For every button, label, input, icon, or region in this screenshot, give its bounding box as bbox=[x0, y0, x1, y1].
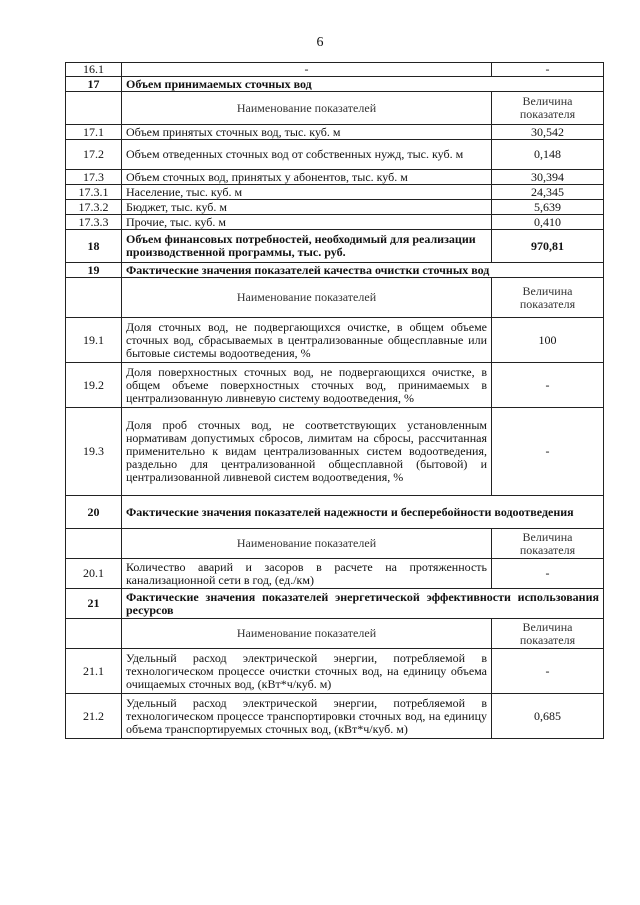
section-number: 21 bbox=[66, 589, 122, 619]
row-value: - bbox=[492, 63, 604, 77]
empty-cell bbox=[66, 278, 122, 318]
header-row bbox=[66, 619, 604, 649]
header-row bbox=[66, 278, 604, 318]
section-row bbox=[66, 589, 604, 619]
header-row bbox=[66, 529, 604, 559]
row-value: 5,639 bbox=[492, 200, 604, 215]
table-row bbox=[66, 125, 604, 140]
row-value: 970,81 bbox=[492, 230, 604, 263]
row-text: Объем принятых сточных вод, тыс. куб. м bbox=[122, 125, 492, 140]
table-row bbox=[66, 63, 604, 77]
row-number: 17.3 bbox=[66, 170, 122, 185]
row-value: 0,410 bbox=[492, 215, 604, 230]
row-value: - bbox=[492, 408, 604, 496]
table-row bbox=[66, 215, 604, 230]
indicators-table bbox=[65, 62, 604, 739]
section-row bbox=[66, 263, 604, 278]
section-row bbox=[66, 496, 604, 529]
row-text: Объем финансовых потребностей, необходимый для реализации производственной программы, тыс. руб. bbox=[122, 230, 492, 263]
row-number: 21.2 bbox=[66, 694, 122, 739]
row-number: 19.1 bbox=[66, 318, 122, 363]
table-row bbox=[66, 170, 604, 185]
section-title: Фактические значения показателей качества очистки сточных вод bbox=[122, 263, 604, 278]
table-row bbox=[66, 230, 604, 263]
row-text: Население, тыс. куб. м bbox=[122, 185, 492, 200]
row-text: Удельный расход электрической энергии, потребляемой в технологическом процессе транспортировки сточных вод, на единицу объема транспортируемых сточных вод, (кВт*ч/куб. м) bbox=[122, 694, 492, 739]
table-row bbox=[66, 363, 604, 408]
table-row bbox=[66, 200, 604, 215]
row-text: Количество аварий и засоров в расчете на протяженность канализационной сети в год, (ед./км) bbox=[122, 559, 492, 589]
row-number: 19.2 bbox=[66, 363, 122, 408]
section-title: Фактические значения показателей надежности и бесперебойности водоотведения bbox=[122, 496, 604, 529]
row-text: Бюджет, тыс. куб. м bbox=[122, 200, 492, 215]
section-title: Объем принимаемых сточных вод bbox=[122, 77, 604, 92]
section-number: 19 bbox=[66, 263, 122, 278]
row-text: Объем отведенных сточных вод от собственных нужд, тыс. куб. м bbox=[122, 140, 492, 170]
row-number: 17.3.3 bbox=[66, 215, 122, 230]
row-text: Доля поверхностных сточных вод, не подвергающихся очистке, в общем объеме поверхностных сточных вод, принимаемых в централизованную ливневую систему водоотведения, % bbox=[122, 363, 492, 408]
table-row bbox=[66, 140, 604, 170]
row-number: 18 bbox=[66, 230, 122, 263]
section-number: 17 bbox=[66, 77, 122, 92]
header-name: Наименование показателей bbox=[122, 92, 492, 125]
row-text: Прочие, тыс. куб. м bbox=[122, 215, 492, 230]
empty-cell bbox=[66, 92, 122, 125]
header-name: Наименование показателей bbox=[122, 619, 492, 649]
table-row bbox=[66, 318, 604, 363]
row-number: 17.3.2 bbox=[66, 200, 122, 215]
row-text: - bbox=[122, 63, 492, 77]
header-value: Величина показателя bbox=[492, 278, 604, 318]
row-value: 100 bbox=[492, 318, 604, 363]
section-title: Фактические значения показателей энергетической эффективности использования ресурсов bbox=[122, 589, 604, 619]
row-number: 20.1 bbox=[66, 559, 122, 589]
header-name: Наименование показателей bbox=[122, 529, 492, 559]
table-row bbox=[66, 649, 604, 694]
row-number: 17.1 bbox=[66, 125, 122, 140]
row-text: Доля сточных вод, не подвергающихся очистке, в общем объеме сточных вод, сбрасываемых в централизованные общесплавные или бытовые системы водоотведения, % bbox=[122, 318, 492, 363]
header-value: Величина показателя bbox=[492, 92, 604, 125]
row-number: 19.3 bbox=[66, 408, 122, 496]
table-row bbox=[66, 408, 604, 496]
empty-cell bbox=[66, 619, 122, 649]
header-value: Величина показателя bbox=[492, 529, 604, 559]
header-value: Величина показателя bbox=[492, 619, 604, 649]
row-number: 21.1 bbox=[66, 649, 122, 694]
row-value: - bbox=[492, 649, 604, 694]
section-row bbox=[66, 77, 604, 92]
section-number: 20 bbox=[66, 496, 122, 529]
table-row bbox=[66, 185, 604, 200]
row-text: Объем сточных вод, принятых у абонентов, тыс. куб. м bbox=[122, 170, 492, 185]
empty-cell bbox=[66, 529, 122, 559]
header-name: Наименование показателей bbox=[122, 278, 492, 318]
row-value: - bbox=[492, 363, 604, 408]
table-row bbox=[66, 694, 604, 739]
row-value: 0,685 bbox=[492, 694, 604, 739]
header-row bbox=[66, 92, 604, 125]
table-row bbox=[66, 559, 604, 589]
row-value: 24,345 bbox=[492, 185, 604, 200]
row-value: 30,542 bbox=[492, 125, 604, 140]
row-value: 0,148 bbox=[492, 140, 604, 170]
row-number: 17.3.1 bbox=[66, 185, 122, 200]
row-text: Удельный расход электрической энергии, потребляемой в технологическом процессе очистки сточных вод, на единицу объема очищаемых сточных вод, (кВт*ч/куб. м) bbox=[122, 649, 492, 694]
row-value: - bbox=[492, 559, 604, 589]
row-number: 17.2 bbox=[66, 140, 122, 170]
row-value: 30,394 bbox=[492, 170, 604, 185]
row-text: Доля проб сточных вод, не соответствующих установленным нормативам допустимых сбросов, лимитам на сбросы, рассчитанная применительно к видам централизованных систем водоотведения, раздельно для централизованной общесплавной (бытовой) и централизованной ливневой систем водоотведения, % bbox=[122, 408, 492, 496]
row-number: 16.1 bbox=[66, 63, 122, 77]
page-number: 6 bbox=[316, 35, 324, 50]
